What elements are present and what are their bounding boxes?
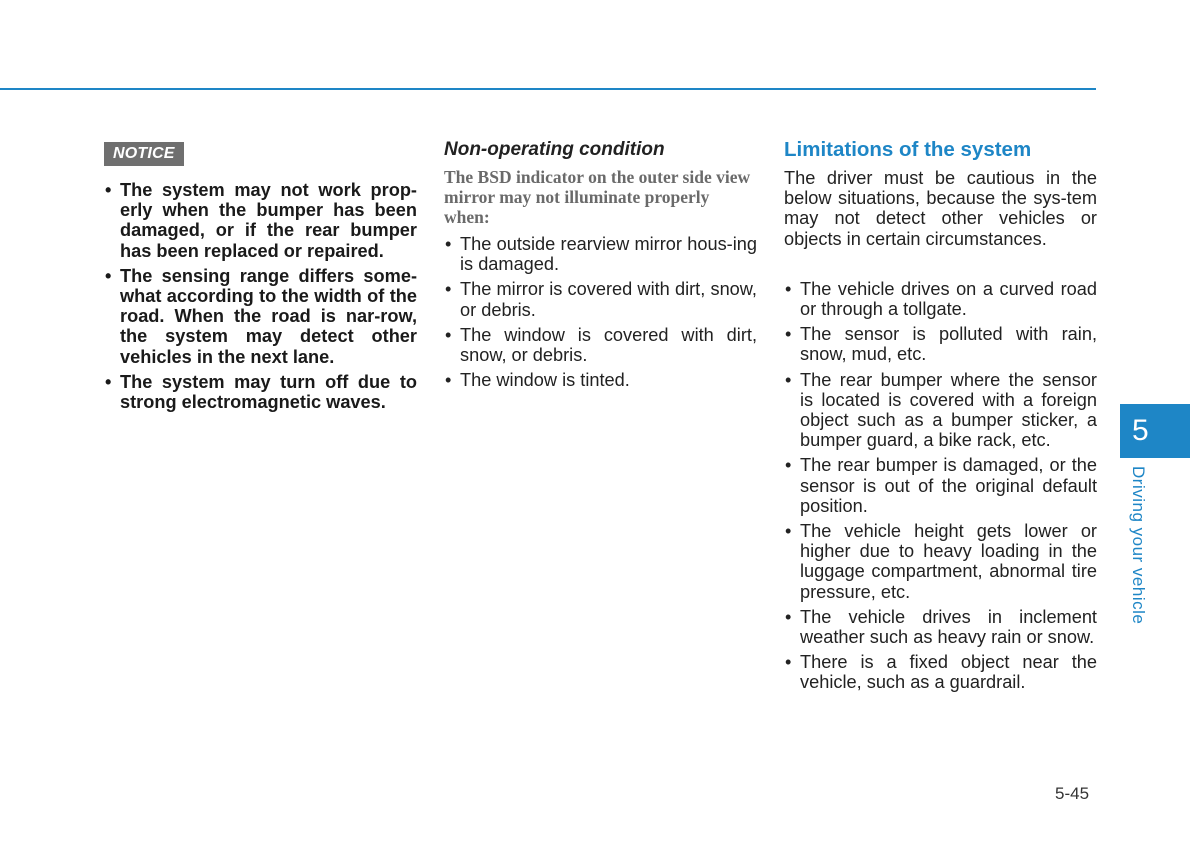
list-item: • There is a fixed object near the vehicle, such as a guardrail. [784,652,1097,692]
list-item: • The vehicle drives on a curved road or through a tollgate. [784,279,1097,319]
list-item: • The sensing range differs some-what according to the width of the road. When the road is nar-row, the system may detect other vehicles in the next lane. [104,266,417,367]
notice-column [104,138,417,417]
list-item: • The rear bumper is damaged, or the sensor is out of the original default position. [784,455,1097,516]
notice-list [104,180,417,412]
non-operating-list [444,234,757,390]
limitations-column [784,138,1097,698]
chapter-label: Driving your vehicle [1129,466,1148,625]
page-number: 5-45 [1055,784,1090,803]
list-item: • The sensor is polluted with rain, snow, mud, etc. [784,324,1097,364]
list-item: • The rear bumper where the sensor is located is covered with a foreign object such as a bumper sticker, a bumper guard, a bike rack, etc. [784,370,1097,451]
top-rule [0,88,1096,90]
non-operating-heading: Non-operating condition [444,139,665,160]
limitations-list [784,279,1097,693]
list-item: • The window is covered with dirt, snow, or debris. [444,325,757,365]
chapter-tab: 5 [1120,404,1190,458]
list-item: • The system may not work prop-erly when the bumper has been damaged, or if the rear bumper has been replaced or repaired. [104,180,417,261]
limitations-heading: Limitations of the system [784,138,1032,161]
list-item: • The outside rearview mirror hous-ing is damaged. [444,234,757,274]
list-item: • The window is tinted. [444,370,757,390]
list-item: • The vehicle drives in inclement weather such as heavy rain or snow. [784,607,1097,647]
non-operating-column [444,138,757,395]
list-item: • The vehicle height gets lower or higher due to heavy loading in the luggage compartment, abnormal tire pressure, etc. [784,521,1097,602]
notice-badge: NOTICE [104,142,184,166]
list-item: • The system may turn off due to strong electromagnetic waves. [104,372,417,412]
limitations-intro: The driver must be cautious in the below situations, because the sys-tem may not detect other vehicles or objects in certain circumstances. [784,168,1097,249]
non-operating-lead: The BSD indicator on the outer side view mirror may not illuminate properly when: [444,167,751,227]
list-item: • The mirror is covered with dirt, snow, or debris. [444,279,757,319]
